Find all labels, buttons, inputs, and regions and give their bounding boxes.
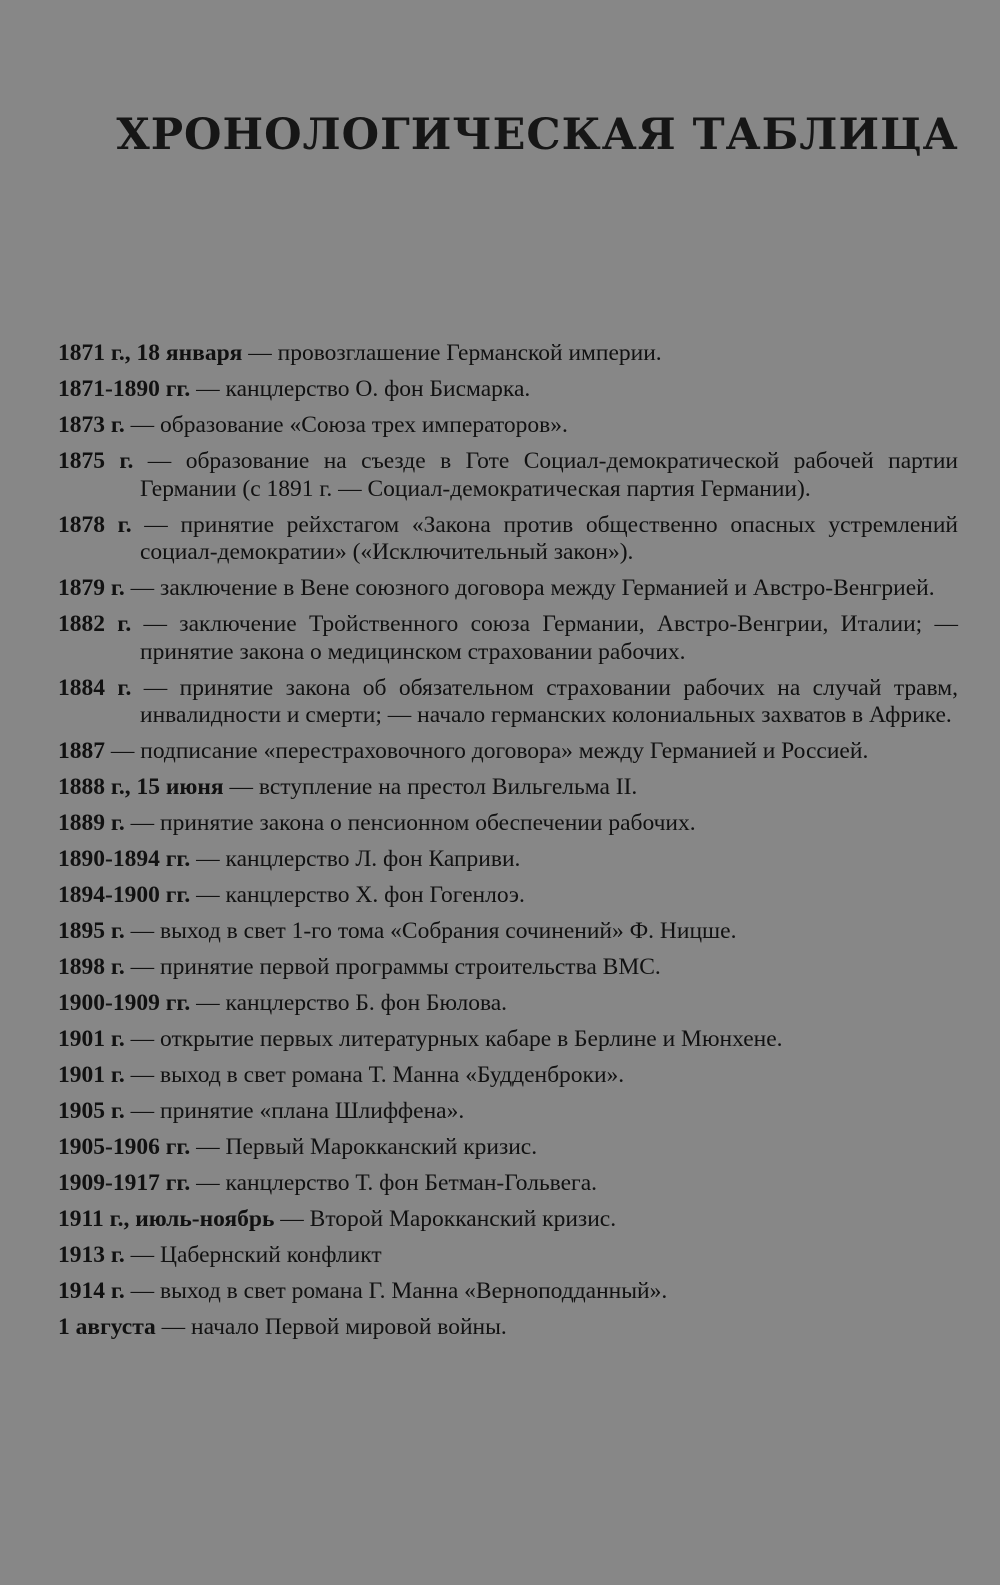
chronology-entry — [58, 774, 958, 802]
chronology-entry — [58, 882, 958, 910]
chronology-entry — [58, 575, 958, 603]
entry-date: 1913 г. — [58, 1242, 125, 1268]
chronology-entry — [58, 412, 958, 440]
entry-date: 1887 — [58, 738, 105, 764]
entry-text: — принятие «плана Шлиффена». — [124, 1098, 465, 1124]
entry-date: 1871-1890 гг. — [58, 376, 191, 402]
entry-text: — заключение Тройственного союза Германии, Австро-Венгрии, Италии; — принятие закона о медицинском страховании рабочих. — [131, 611, 958, 665]
entry-date: 1871 г., 18 января — [58, 340, 243, 366]
entry-date: 1878 г. — [58, 511, 132, 538]
entry-date: 1873 г. — [58, 412, 125, 438]
entry-date: 1888 г., 15 июня — [58, 774, 224, 800]
entry-text: — подписание «перестраховочного договора» между Германией и Россией. — [105, 738, 869, 764]
chronology-entry — [58, 1026, 958, 1054]
entry-text: — Цабернский конфликт — [124, 1242, 382, 1268]
chronology-entry — [58, 448, 958, 503]
entry-date: 1905-1906 гг. — [58, 1134, 191, 1160]
entry-date: 1894-1900 гг. — [58, 882, 191, 908]
chronology-entry — [58, 675, 958, 730]
chronology-entry — [58, 810, 958, 838]
entry-text: — Первый Марокканский кризис. — [190, 1134, 538, 1160]
entry-date: 1879 г. — [58, 575, 125, 601]
entry-text: — канцлерство Л. фон Каприви. — [190, 846, 521, 872]
entry-text: — канцлерство Т. фон Бетман-Гольвега. — [190, 1170, 597, 1196]
entry-text: — образование «Союза трех императоров». — [124, 412, 568, 438]
chronology-entry — [58, 990, 958, 1018]
entry-text: — открытие первых литературных кабаре в Берлине и Мюнхене. — [124, 1026, 783, 1052]
entry-text: — канцлерство О. фон Бисмарка. — [190, 376, 531, 402]
entry-date: 1909-1917 гг. — [58, 1170, 191, 1196]
entry-date: 1911 г., июль-ноябрь — [58, 1206, 275, 1232]
chronology-entry — [58, 1314, 958, 1342]
chronology-entry — [58, 340, 958, 368]
entry-text: — Второй Марокканский кризис. — [274, 1206, 617, 1232]
entry-text: — принятие первой программы строительства ВМС. — [124, 954, 661, 980]
chronology-entry — [58, 512, 958, 567]
chronology-entry — [58, 1098, 958, 1126]
entry-text: — канцлерство Х. фон Гогенлоэ. — [190, 882, 525, 908]
entry-date: 1895 г. — [58, 918, 125, 944]
entry-text: — принятие рейхстагом «Закона против общественно опасных устремлений социал-демократии» («Исключительный закон»). — [131, 511, 958, 565]
entry-text: — канцлерство Б. фон Бюлова. — [190, 990, 508, 1016]
entry-text: — выход в свет романа Т. Манна «Будденброки». — [124, 1062, 625, 1088]
entry-date: 1901 г. — [58, 1026, 125, 1052]
entry-text: — провозглашение Германской империи. — [242, 340, 662, 366]
chronology-entry — [58, 611, 958, 666]
entry-date: 1875 г. — [58, 448, 134, 474]
entry-text: — выход в свет 1-го тома «Собрания сочинений» Ф. Ницше. — [124, 918, 737, 944]
entry-text: — выход в свет романа Г. Манна «Верноподданный». — [124, 1278, 668, 1304]
chronology-entry — [58, 1134, 958, 1162]
entry-text: — начало Первой мировой войны. — [155, 1314, 507, 1340]
chronology-entry — [58, 1242, 958, 1270]
entry-text: — вступление на престол Вильгельма II. — [223, 774, 638, 800]
entry-date: 1882 г. — [58, 611, 132, 637]
chronology-entry — [58, 1278, 958, 1306]
entry-date: 1914 г. — [58, 1278, 125, 1304]
entry-date: 1 августа — [58, 1314, 156, 1340]
entry-date: 1889 г. — [58, 810, 125, 836]
entry-text: — принятие закона об обязательном страховании рабочих на случай травм, инвалидности и смерти; — начало германских колониальных захватов в Африке. — [131, 674, 958, 728]
entry-date: 1901 г. — [58, 1062, 125, 1088]
entry-date: 1890-1894 гг. — [58, 846, 191, 872]
entry-text: — заключение в Вене союзного договора между Германией и Австро-Венгрией. — [124, 575, 935, 601]
chronology-entry — [58, 846, 958, 874]
chronology-entry — [58, 738, 958, 766]
chronology-entry — [58, 1206, 958, 1234]
chronology-entry — [58, 1062, 958, 1090]
chronology-list — [58, 340, 958, 1350]
entry-date: 1898 г. — [58, 954, 125, 980]
entry-date: 1905 г. — [58, 1098, 125, 1124]
page-title: ХРОНОЛОГИЧЕСКАЯ ТАБЛИЦА — [116, 110, 959, 160]
chronology-entry — [58, 1170, 958, 1198]
entry-date: 1884 г. — [58, 674, 132, 701]
entry-text: — принятие закона о пенсионном обеспечении рабочих. — [124, 810, 696, 836]
chronology-entry — [58, 376, 958, 404]
entry-date: 1900-1909 гг. — [58, 990, 191, 1016]
chronology-entry — [58, 954, 958, 982]
entry-text: — образование на съезде в Готе Социал-демократической рабочей партии Германии (с 1891 г. — Социал-демократическая партия Германии). — [133, 448, 958, 502]
chronology-entry — [58, 918, 958, 946]
